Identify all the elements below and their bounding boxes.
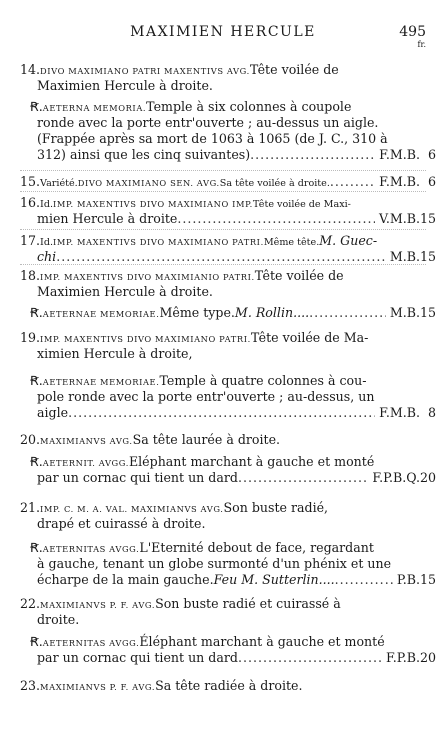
coin-entry [20, 305, 436, 321]
leader-dots [56, 249, 386, 265]
entry-line [20, 612, 420, 628]
description-text: Eléphant marchant à gauche et monté [128, 454, 375, 469]
coin-legend: IMP. MAXENTIVS DIVO MAXIMIANO PATRI. [53, 237, 264, 247]
coin-entry [20, 500, 420, 532]
leader-dots [238, 650, 382, 666]
coin-entry [20, 62, 420, 94]
rarity-value: 15 [419, 572, 436, 587]
collection-name: Feu M. Sutterlin.... [213, 572, 335, 587]
description-text: Son buste radié, [223, 500, 329, 515]
description-text: Éléphant marchant à gauche et monté [139, 634, 385, 649]
entry-line [20, 131, 420, 147]
entry-line [20, 211, 436, 227]
description-text: (Frappée après sa mort de 1063 à 1065 (de J. C., 310 à [37, 131, 388, 146]
description-text: ronde avec la porte entr'ouverte ; au-dessus un aigle. [37, 115, 379, 130]
coin-entry [20, 678, 420, 694]
entry-line [20, 305, 436, 321]
entry-line [20, 500, 420, 516]
coin-legend: AETERNA MEMORIA. [42, 103, 147, 113]
entry-number: 19. [20, 330, 41, 345]
coin-legend: AETERNITAS AVGG. [42, 544, 140, 554]
entry-line [20, 634, 420, 650]
description-text: Maximien Hercule à droite. [37, 284, 213, 299]
description-text: droite. [37, 612, 80, 627]
running-title: MAXIMIEN HERCULE [130, 24, 316, 40]
leader-dots [309, 305, 386, 321]
leader-dots [177, 211, 375, 227]
page-header [0, 24, 446, 54]
entry-separator [20, 191, 426, 192]
collection-name: M. Rollin.... [234, 305, 310, 320]
description-text: Temple à quatre colonnes à cou- [159, 373, 367, 388]
coin-entry [20, 373, 436, 421]
reverse-mark: Ꞧ. [30, 540, 43, 555]
rarity-value: 20 [419, 470, 436, 485]
entry-number: 14. [20, 62, 41, 77]
entry-line [20, 516, 420, 532]
description-text: Sa tête voilée à droite. [219, 178, 330, 189]
description-text: L'Eternité debout de face, regardant [139, 540, 374, 555]
rarity-value: 15 [419, 249, 436, 264]
reverse-mark: Ꞧ. [30, 305, 43, 320]
variant-label: Id. [40, 199, 54, 210]
leader-dots [238, 470, 368, 486]
entry-number: 18. [20, 268, 41, 283]
page-number: 495 [399, 24, 426, 40]
coin-entry [20, 330, 420, 362]
description-text: drapé et cuirassé à droite. [37, 516, 206, 531]
entry-line [20, 650, 436, 666]
description-text: aigle [37, 405, 69, 420]
metal-size-mark: F.M.B. [379, 147, 420, 162]
coin-legend: DIVO MAXIMIANO PATRI MAXENTIVS AVG. [40, 66, 250, 76]
leader-dots [335, 572, 393, 588]
entry-number: 20. [20, 432, 41, 447]
coin-legend: DIVO MAXIMIANO SEN. AVG. [77, 178, 220, 188]
entry-number: 17. [20, 233, 41, 248]
entry-line [20, 249, 436, 265]
metal-size-mark: F.P.B.Q. [372, 470, 420, 485]
coin-legend: MAXIMIANVS P. F. AVG. [40, 600, 156, 610]
entry-line [20, 78, 420, 94]
fr-mark: fr. [417, 40, 426, 49]
entry-separator [20, 170, 426, 171]
metal-size-mark: F.M.B. [379, 405, 420, 420]
coin-entry [20, 634, 436, 666]
coin-legend: AETERNAE MEMORIAE. [42, 377, 160, 387]
entry-number: 22. [20, 596, 41, 611]
entry-line [20, 556, 420, 572]
leader-dots [250, 147, 375, 163]
collection-name: chi [37, 249, 57, 264]
reverse-mark: Ꞧ. [30, 634, 43, 649]
coin-entry [20, 195, 436, 227]
description-text: Tête voilée de [254, 268, 344, 283]
rarity-value: 6 [427, 147, 436, 162]
description-text: Temple à six colonnes à coupole [146, 99, 352, 114]
entry-line [20, 678, 420, 694]
entry-line [20, 147, 436, 163]
entry-line [20, 284, 420, 300]
entry-line [20, 62, 420, 78]
coin-entry [20, 454, 436, 486]
coin-entry [20, 174, 436, 190]
description-text: Son buste radié et cuirassé à [155, 596, 341, 611]
entry-line [20, 268, 420, 284]
entry-line [20, 346, 420, 362]
description-text: Même type. [159, 305, 235, 320]
description-text: Maximien Hercule à droite. [37, 78, 213, 93]
entry-separator [20, 264, 426, 265]
coin-entry [20, 233, 436, 265]
metal-size-mark: F.P.B. [386, 650, 420, 665]
entry-line [20, 373, 420, 389]
reverse-mark: Ꞧ. [30, 99, 43, 114]
description-text: à gauche, tenant un globe surmonté d'un phénix et une [37, 556, 392, 571]
rarity-value: 8 [427, 405, 436, 420]
metal-size-mark: M.B. [389, 249, 420, 264]
metal-size-mark: M.B. [389, 305, 420, 320]
entry-line [20, 195, 420, 211]
entry-line [20, 432, 420, 448]
coin-entry [20, 268, 420, 300]
description-text: Tête voilée de Maxi- [252, 199, 351, 210]
entry-separator [20, 229, 426, 230]
entry-line [20, 99, 420, 115]
description-text: ximien Hercule à droite, [37, 346, 193, 361]
entry-line [20, 540, 420, 556]
description-text: par un cornac qui tient un dard [37, 470, 238, 485]
description-text: pole ronde avec la porte entr'ouverte ; au-dessus, un [37, 389, 375, 404]
rarity-value: 15 [419, 211, 436, 226]
coin-entry [20, 99, 436, 163]
coin-entry [20, 540, 436, 588]
entry-line [20, 233, 420, 249]
entry-line [20, 596, 420, 612]
leader-dots [330, 174, 375, 190]
coin-legend: IMP. MAXENTIVS DIVO MAXIMIANIO PATRI. [40, 272, 255, 282]
coin-legend: IMP. MAXENTIVS DIVO MAXIMIANO IMP. [53, 199, 253, 209]
entry-number: 15. [20, 174, 41, 189]
description-text: 312) ainsi que les cinq suivantes) [37, 147, 251, 162]
entry-line [20, 572, 436, 588]
coin-entry [20, 432, 420, 448]
entry-line [20, 454, 420, 470]
coin-legend: AETERNITAS AVGG. [42, 638, 140, 648]
variant-label: Variété. [40, 178, 78, 189]
entry-line [20, 174, 436, 190]
metal-size-mark: F.M.B. [379, 174, 420, 189]
coin-legend: IMP. MAXENTIVS DIVO MAXIMIANO PATRI. [40, 334, 251, 344]
entry-line [20, 330, 420, 346]
coin-legend: IMP. C. M. A. VAL. MAXIMIANVS AVG. [40, 504, 224, 514]
description-text: Tête voilée de [249, 62, 339, 77]
description-text: Sa tête laurée à droite. [132, 432, 281, 447]
entry-number: 16. [20, 195, 41, 210]
rarity-value: 20 [419, 650, 436, 665]
description-text: par un cornac qui tient un dard [37, 650, 238, 665]
entry-line [20, 470, 436, 486]
entry-number: 23. [20, 678, 41, 693]
description-text: écharpe de la main gauche. [37, 572, 214, 587]
coin-legend: AETERNAE MEMORIAE. [42, 309, 160, 319]
entry-line [20, 115, 420, 131]
collection-name: M. Guec- [319, 233, 378, 248]
reverse-mark: Ꞧ. [30, 373, 43, 388]
leader-dots [68, 405, 375, 421]
description-text: Tête voilée de Ma- [250, 330, 369, 345]
coin-legend: MAXIMIANVS P. F. AVG. [40, 682, 156, 692]
coin-entry [20, 596, 420, 628]
coin-legend: MAXIMIANVS AVG. [40, 436, 133, 446]
variant-label: Id. [40, 237, 54, 248]
reverse-mark: Ꞧ. [30, 454, 43, 469]
entry-number: 21. [20, 500, 41, 515]
entry-line [20, 389, 420, 405]
description-text: Même tête. [263, 237, 320, 248]
metal-size-mark: P.B. [396, 572, 420, 587]
description-text: mien Hercule à droite [37, 211, 178, 226]
rarity-value: 6 [427, 174, 436, 189]
description-text: Sa tête radiée à droite. [155, 678, 303, 693]
entry-line [20, 405, 436, 421]
rarity-value: 15 [419, 305, 436, 320]
coin-legend: AETERNIT. AVGG. [42, 458, 129, 468]
metal-size-mark: V.M.B. [378, 211, 420, 226]
